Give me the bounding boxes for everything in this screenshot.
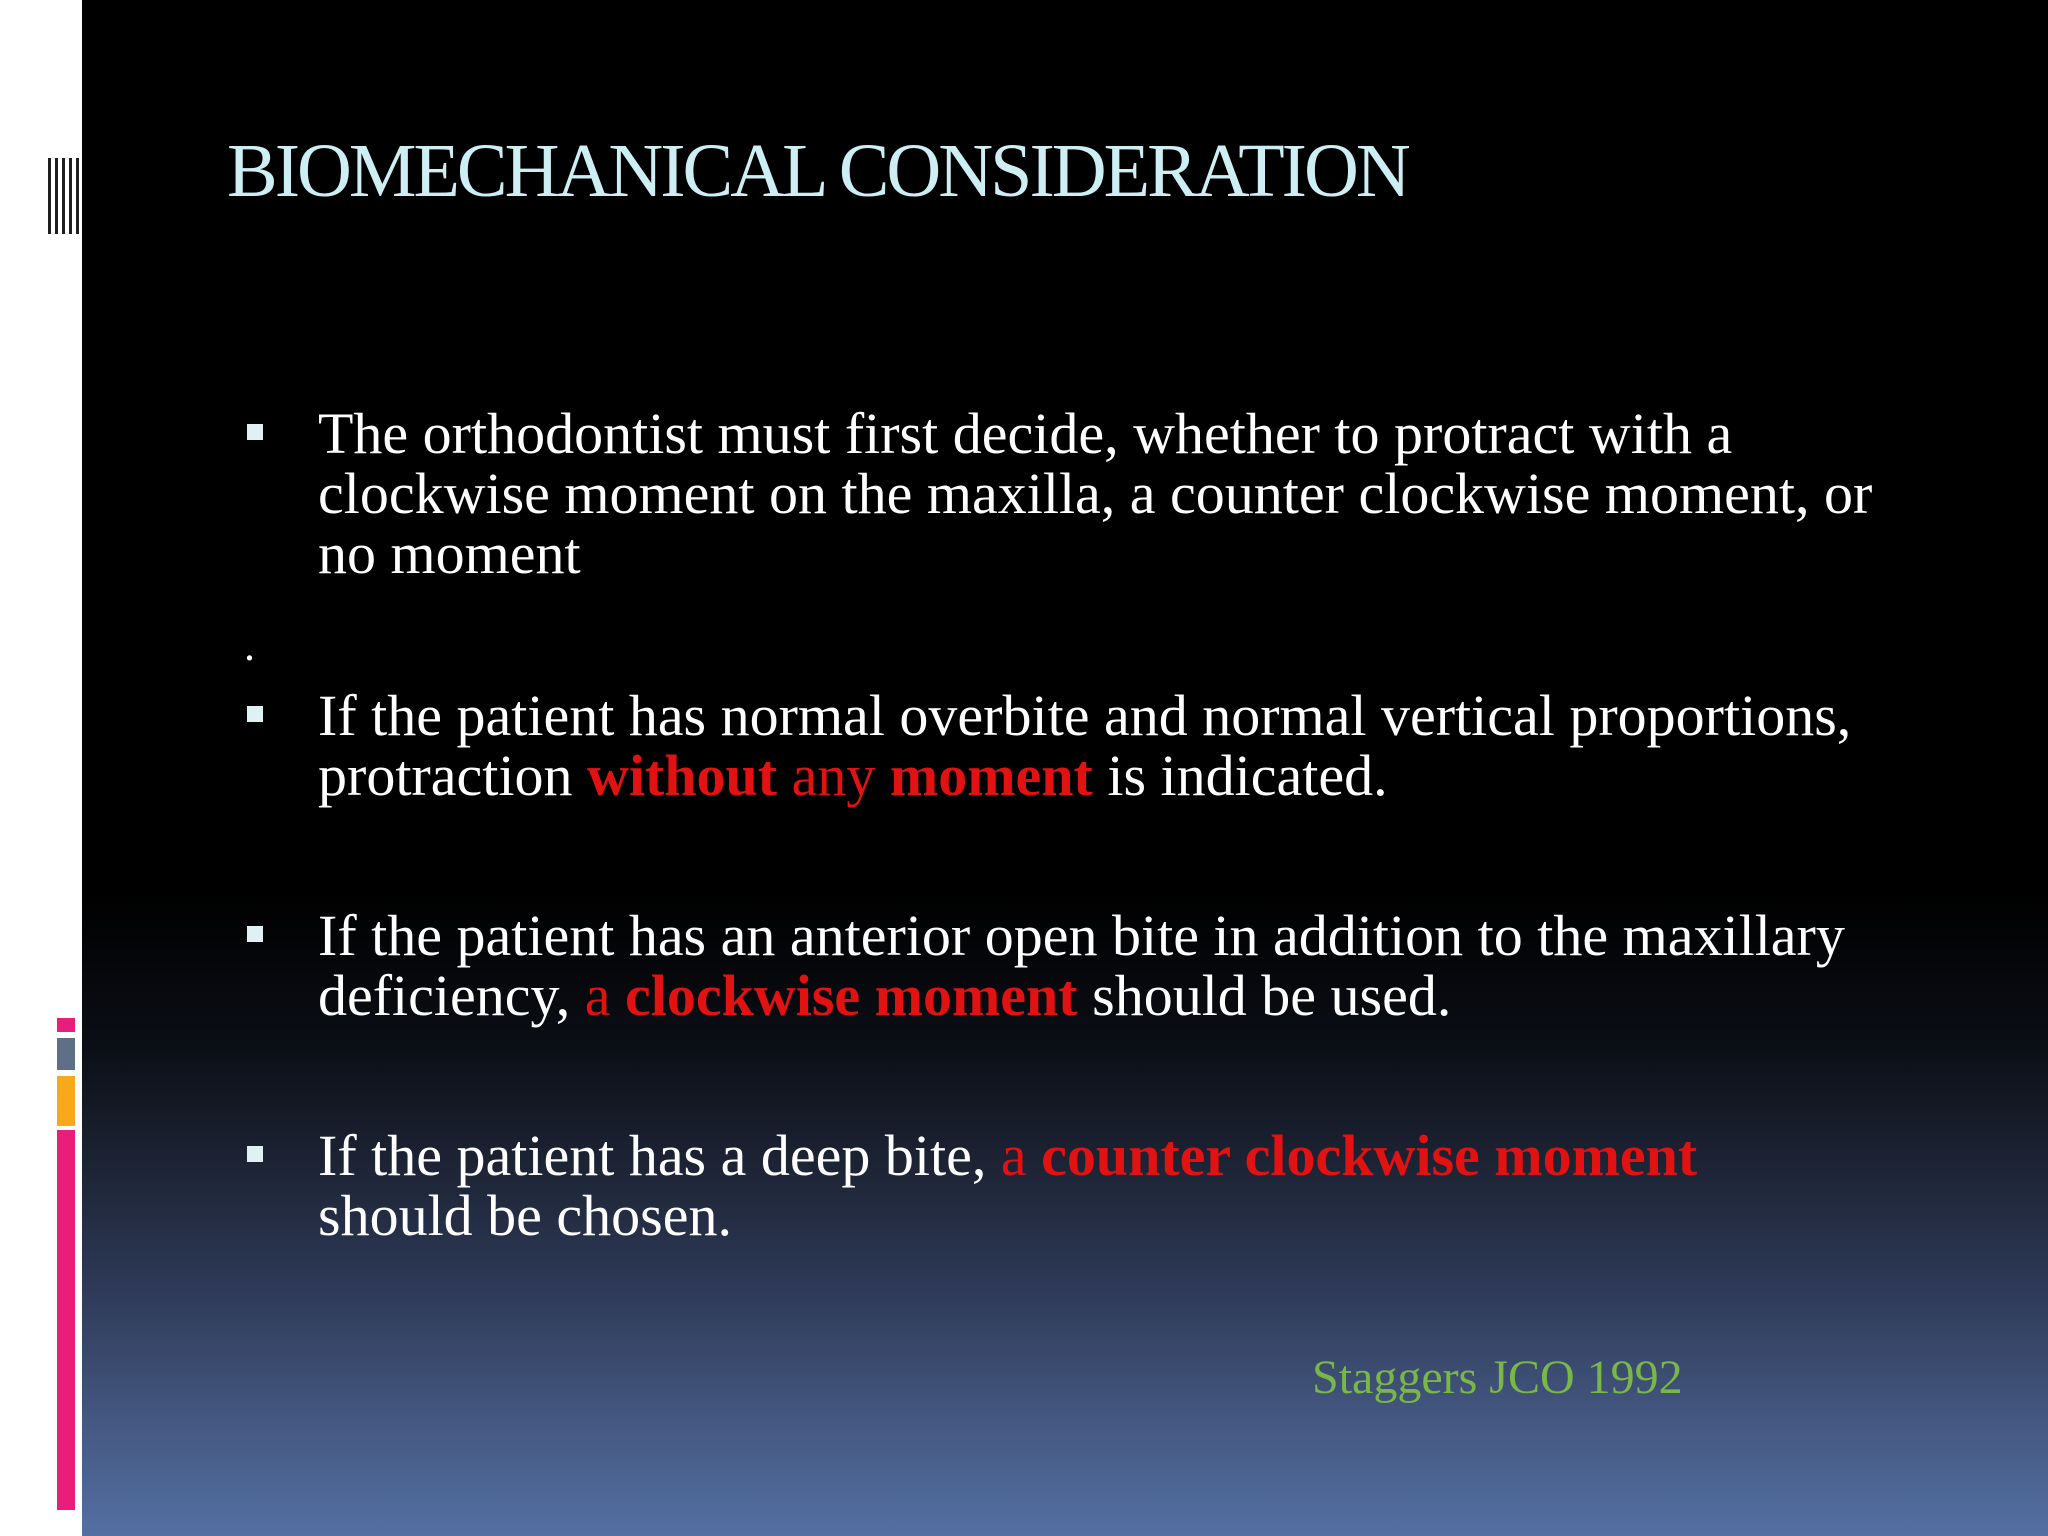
bullet-marker-icon bbox=[247, 1146, 263, 1162]
bullet-item-4 bbox=[318, 1123, 1918, 1248]
bullet-text-end: should be chosen. bbox=[318, 1183, 732, 1248]
bullet-item-3 bbox=[318, 903, 1918, 1028]
bullet-text: If the patient has normal overbite and normal vertical proportions, protraction bbox=[318, 683, 1852, 808]
pink-accent-bar-top bbox=[57, 1018, 75, 1032]
bullet-text: If the patient has a deep bite, bbox=[318, 1123, 1001, 1188]
bullet-marker-icon bbox=[247, 926, 263, 942]
left-decor-strip bbox=[0, 0, 82, 1536]
gray-accent-bar bbox=[57, 1038, 75, 1070]
slide-title: BIOMECHANICAL CONSIDERATION bbox=[227, 129, 1408, 213]
bullet-item-1 bbox=[318, 401, 1918, 586]
citation: Staggers JCO 1992 bbox=[1312, 1351, 1683, 1404]
emphasis-counter-clockwise-moment: counter clockwise moment bbox=[1041, 1123, 1698, 1188]
bullet-text-end: is indicated. bbox=[1092, 743, 1388, 808]
orange-accent-bar bbox=[57, 1076, 75, 1126]
emphasis-clockwise-moment: clockwise moment bbox=[625, 963, 1078, 1028]
bullet-marker-icon bbox=[247, 424, 263, 440]
bullet-text: The orthodontist must first decide, whether to protract with a clockwise moment on the maxilla, a counter clockwise moment, or no moment bbox=[318, 401, 1873, 586]
pink-accent-bar bbox=[57, 1130, 75, 1510]
bullet-marker-icon bbox=[247, 706, 263, 722]
emphasis-without: without bbox=[586, 743, 778, 808]
barcode-stripes-decor bbox=[48, 158, 82, 234]
emphasis-moment: moment bbox=[889, 743, 1093, 808]
emphasis-article: a bbox=[1000, 1123, 1042, 1188]
emphasis-article: a bbox=[584, 963, 625, 1028]
bullet-item-2 bbox=[318, 683, 1918, 808]
bullet-text: If the patient has an anterior open bite in addition to the maxillary deficiency, bbox=[318, 903, 1845, 1028]
emphasis-any: any bbox=[777, 743, 890, 808]
bullet-text-end: should be used. bbox=[1077, 963, 1452, 1028]
stray-dot: . bbox=[244, 621, 255, 670]
